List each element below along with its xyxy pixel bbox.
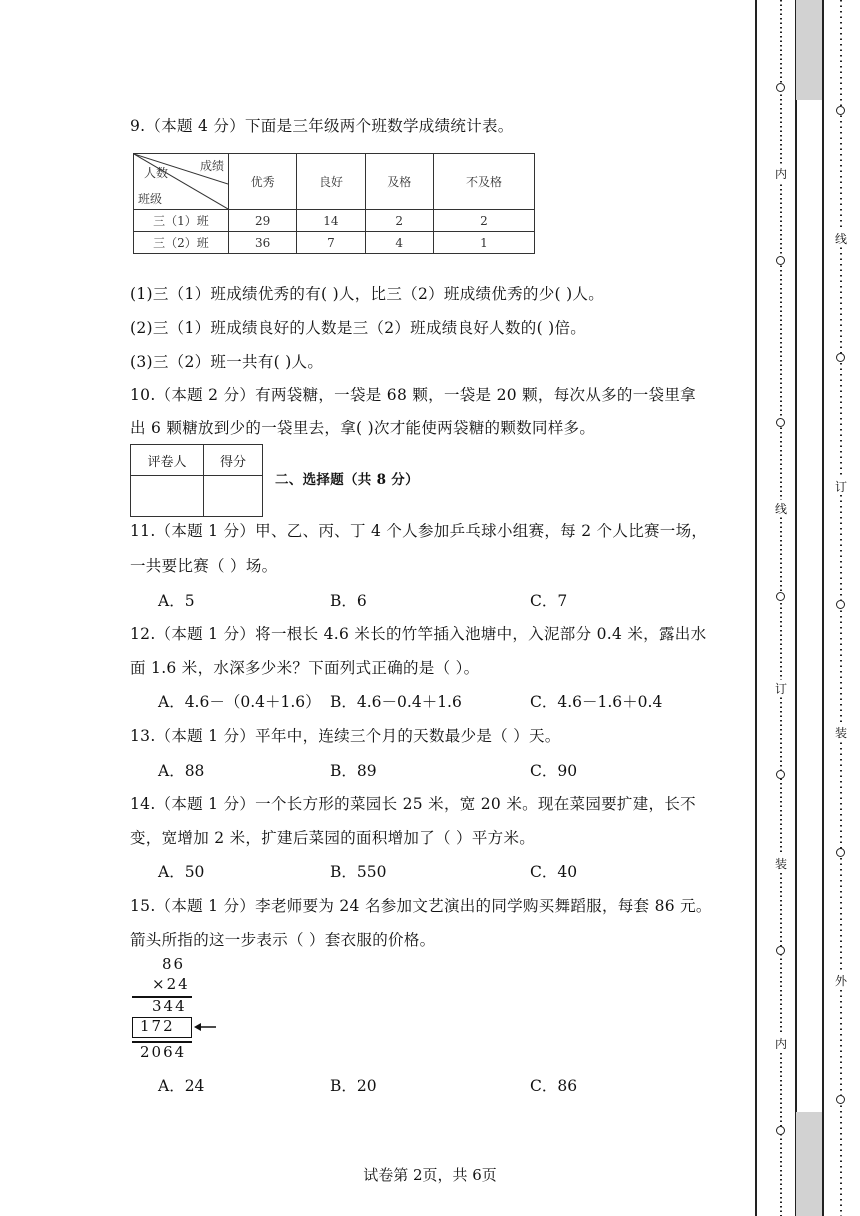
q9-sub2: (2)三（1）班成绩良好的人数是三（2）班成绩良好人数的( )倍。 xyxy=(130,319,587,337)
binding-circle-icon xyxy=(776,1126,785,1135)
margin-label-outer: 外 xyxy=(834,974,847,988)
table-cell: 36 xyxy=(229,232,297,254)
calc-multiplicand: 86 xyxy=(162,955,186,973)
table-cell: 1 xyxy=(433,232,534,254)
q15-line2: 箭头所指的这一步表示（ ）套衣服的价格。 xyxy=(130,931,436,949)
binding-circle-icon xyxy=(776,592,785,601)
binding-circle-icon xyxy=(836,600,845,609)
binding-circle-icon xyxy=(776,770,785,779)
binding-circle-icon xyxy=(776,418,785,427)
reviewer-field xyxy=(131,476,204,517)
column-header: 及格 xyxy=(365,154,433,210)
q9-sub1: (1)三（1）班成绩优秀的有( )人，比三（2）班成绩优秀的少( )人。 xyxy=(130,285,605,303)
margin-label-outer: 订 xyxy=(834,480,847,494)
q14-option-b: B．550 xyxy=(330,863,387,881)
grader-box xyxy=(130,444,263,517)
q15-option-b: B．20 xyxy=(330,1077,377,1095)
margin-border-left xyxy=(755,0,757,1216)
q9-stem: 9.（本题 4 分）下面是三年级两个班数学成绩统计表。 xyxy=(130,117,514,135)
gray-band-bottom xyxy=(796,1112,822,1216)
binding-circle-icon xyxy=(836,1095,845,1104)
q9-sub3: (3)三（2）班一共有( )人。 xyxy=(130,353,324,371)
table-corner-cell xyxy=(134,154,229,210)
binding-circle-icon xyxy=(776,946,785,955)
q14-line1: 14.（本题 1 分）一个长方形的菜园长 25 米，宽 20 米。现在菜园要扩建，长不 xyxy=(130,795,696,813)
q14-option-c: C．40 xyxy=(530,863,578,881)
table-cell: 14 xyxy=(297,210,365,232)
corner-label-class: 班级 xyxy=(138,192,163,206)
q12-option-c: C．4.6－1.6＋0.4 xyxy=(530,693,663,711)
q12-line2: 面 1.6 米，水深多少米？下面列式正确的是（ ）。 xyxy=(130,659,480,677)
margin-label-inner: 装 xyxy=(774,857,787,871)
binding-circle-icon xyxy=(836,353,845,362)
q13-line1: 13.（本题 1 分）平年中，连续三个月的天数最少是（ ）天。 xyxy=(130,727,561,745)
margin-label-inner: 内 xyxy=(774,167,787,181)
calc-multiplier: ×24 xyxy=(152,975,190,993)
table-cell: 2 xyxy=(365,210,433,232)
row-label: 三（2）班 xyxy=(134,232,229,254)
corner-label-score: 成绩 xyxy=(199,159,224,173)
q11-line1: 11.（本题 1 分）甲、乙、丙、丁 4 个人参加乒乓球小组赛，每 2 个人比赛一场， xyxy=(130,522,708,540)
score-stats-table xyxy=(133,153,535,254)
q15-option-c: C．86 xyxy=(530,1077,578,1095)
q15-line1: 15.（本题 1 分）李老师要为 24 名参加文艺演出的同学购买舞蹈服，每套 86 元。 xyxy=(130,897,712,915)
margin-border-gray-left xyxy=(795,0,797,1216)
margin-label-inner: 内 xyxy=(774,1037,787,1051)
q12-line1: 12.（本题 1 分）将一根长 4.6 米长的竹竿插入池塘中，入泥部分 0.4 米，露出水 xyxy=(130,625,707,643)
reviewer-label: 评卷人 xyxy=(131,445,204,476)
table-cell: 2 xyxy=(433,210,534,232)
q14-option-a: A．50 xyxy=(158,863,205,881)
corner-label-count: 人数 xyxy=(144,166,169,180)
binding-circle-icon xyxy=(836,106,845,115)
q13-option-a: A．88 xyxy=(158,762,205,780)
calc-partial-2: 172 xyxy=(140,1017,175,1035)
vertical-multiplication xyxy=(130,955,250,1065)
q13-option-c: C．90 xyxy=(530,762,578,780)
q14-line2: 变，宽增加 2 米，扩建后菜园的面积增加了（ ）平方米。 xyxy=(130,829,536,847)
q10-line2: 出 6 颗糖放到少的一袋里去，拿( )次才能使两袋糖的颗数同样多。 xyxy=(130,419,596,437)
table-row xyxy=(134,232,535,254)
calc-partial-1: 344 xyxy=(152,997,187,1015)
q11-line2: 一共要比赛（ ）场。 xyxy=(130,557,278,575)
arrow-left-icon xyxy=(194,1020,218,1034)
table-row xyxy=(134,210,535,232)
binding-circle-icon xyxy=(776,83,785,92)
table-cell: 29 xyxy=(229,210,297,232)
q11-option-c: C．7 xyxy=(530,592,568,610)
margin-label-outer: 装 xyxy=(834,726,847,740)
binding-circle-icon xyxy=(836,848,845,857)
margin-label-outer: 线 xyxy=(834,232,847,246)
margin-label-inner: 线 xyxy=(774,502,787,516)
margin-border-gray-right xyxy=(822,0,824,1216)
score-field xyxy=(204,476,263,517)
q13-option-b: B．89 xyxy=(330,762,377,780)
column-header: 良好 xyxy=(297,154,365,210)
table-cell: 7 xyxy=(297,232,365,254)
q15-option-a: A．24 xyxy=(158,1077,205,1095)
margin-label-inner: 订 xyxy=(774,682,787,696)
column-header: 不及格 xyxy=(433,154,534,210)
page-footer: 试卷第 2页，共 6页 xyxy=(363,1166,497,1184)
table-cell: 4 xyxy=(365,232,433,254)
q10-line1: 10.（本题 2 分）有两袋糖，一袋是 68 颗，一袋是 20 颗，每次从多的一袋里拿 xyxy=(130,386,696,404)
q11-option-a: A．5 xyxy=(158,592,195,610)
calc-product: 2064 xyxy=(140,1043,187,1061)
dotted-line-inner xyxy=(778,0,784,1216)
q12-option-a: A．4.6－（0.4＋1.6） xyxy=(158,693,321,711)
score-label: 得分 xyxy=(204,445,263,476)
row-label: 三（1）班 xyxy=(134,210,229,232)
column-header: 优秀 xyxy=(229,154,297,210)
q12-option-b: B．4.6－0.4＋1.6 xyxy=(330,693,462,711)
gray-band-top xyxy=(796,0,822,100)
q11-option-b: B．6 xyxy=(330,592,367,610)
binding-circle-icon xyxy=(776,256,785,265)
section-title: 二、选择题（共 8 分） xyxy=(275,472,419,488)
